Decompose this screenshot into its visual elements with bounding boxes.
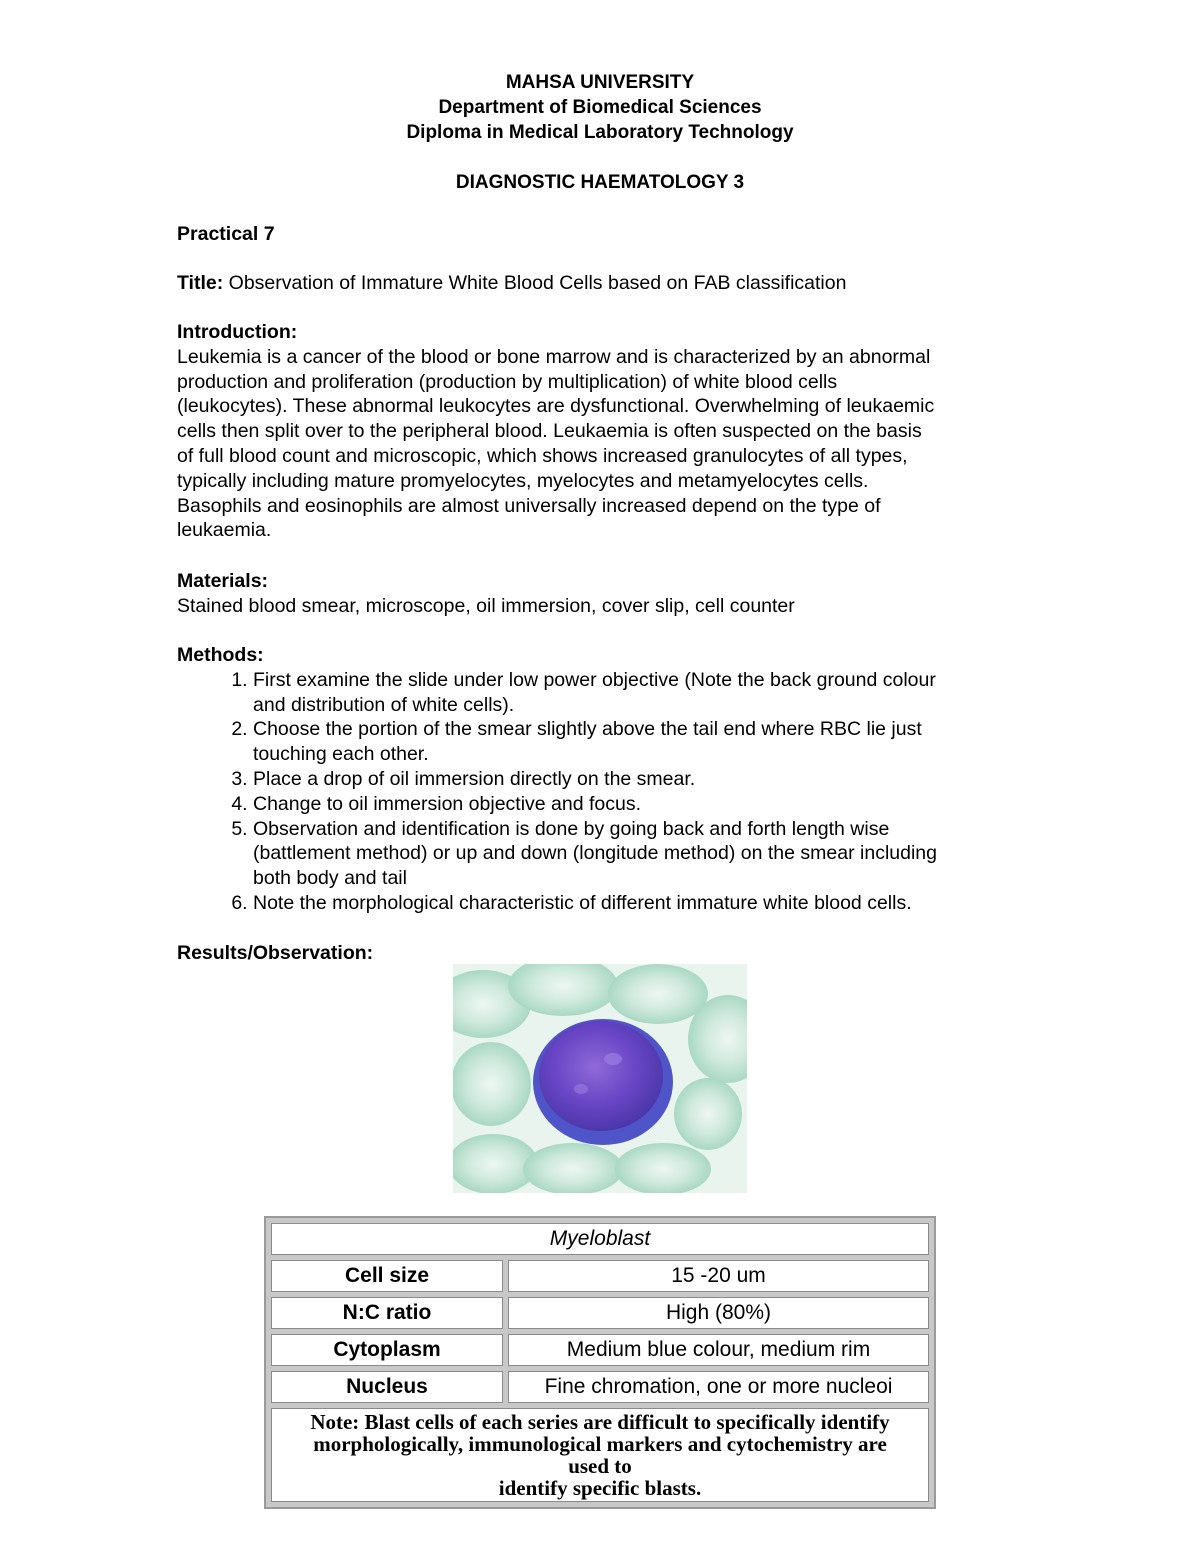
row-label: Cytoplasm [271,1334,503,1366]
row-value: Fine chromation, one or more nucleoi [508,1371,929,1403]
course-title: DIAGNOSTIC HAEMATOLOGY 3 [455,172,745,193]
introduction-line: typically including mature promyelocytes, myelocytes and metamyelocytes cells. [177,469,869,492]
table-note-row [271,1408,929,1502]
introduction-line: production and proliferation (production by multiplication) of white blood cells [177,370,838,393]
note-line: Note: Blast cells of each series are difficult to specifically identify [310,1410,890,1434]
university-name: MAHSA UNIVERSITY [505,72,695,93]
table-row [271,1260,929,1292]
table-row [271,1297,929,1329]
table-title-row [271,1223,929,1255]
introduction-heading: Introduction: [177,321,298,343]
introduction-line: Basophils and eosinophils are almost universally increased depend on the type of [177,494,881,517]
table-row [271,1371,929,1403]
row-value: Medium blue colour, medium rim [508,1334,929,1366]
method-step-line: 3. Place a drop of oil immersion directly on the smear. [253,767,696,790]
method-step [253,767,1037,792]
method-step-line: 1. First examine the slide under low power objective (Note the back ground colour [253,668,936,691]
myeloblast-micrograph [453,964,747,1193]
methods-section [177,643,1037,916]
introduction-section [177,320,1037,543]
method-step [253,717,1037,767]
method-step-line: 2. Choose the portion of the smear slightly above the tail end where RBC lie just [253,718,922,741]
myeloblast-table [264,1216,936,1509]
method-step-line: touching each other. [253,743,429,766]
method-step-line: 5. Observation and identification is done by going back and forth length wise [253,817,890,840]
method-step-line: and distribution of white cells). [253,693,515,716]
methods-list [177,668,1037,916]
method-step-line: (battlement method) or up and down (longitude method) on the smear including [253,842,937,865]
row-value: High (80%) [508,1297,929,1329]
note-line: identify specific blasts. [498,1476,702,1500]
introduction-line: (leukocytes). These abnormal leukocytes are dysfunctional. Overwhelming of leukaemic [177,395,935,418]
materials-text: Stained blood smear, microscope, oil immersion, cover slip, cell counter [177,594,795,617]
method-step-line: 4. Change to oil immersion objective and focus. [253,792,642,815]
method-step-line: both body and tail [253,867,407,890]
row-label: Cell size [271,1260,503,1292]
programme-name: Diploma in Medical Laboratory Technology [406,122,794,143]
method-step-line: 6. Note the morphological characteristic of different immature white blood cells. [253,891,912,914]
table-note [271,1408,929,1502]
methods-heading: Methods: [177,644,264,666]
practical-number: Practical 7 [177,223,275,245]
row-value: 15 -20 um [508,1260,929,1292]
introduction-line: cells then split over to the peripheral blood. Leukaemia is often suspected on the basis [177,420,922,443]
method-step [253,668,1037,718]
title-text: Observation of Immature White Blood Cells based on FAB classification [223,272,847,294]
note-line: morphologically, immunological markers and cytochemistry are used to [313,1432,887,1478]
results-heading: Results/Observation: [177,942,374,964]
row-label: Nucleus [271,1371,503,1403]
row-label: N:C ratio [271,1297,503,1329]
method-step [253,817,1037,891]
materials-section [177,569,1037,619]
method-step [253,792,1037,817]
introduction-line: Leukemia is a cancer of the blood or bone marrow and is characterized by an abnormal [177,345,931,368]
introduction-line: leukaemia. [177,519,272,542]
title-line [177,271,1037,296]
introduction-line: of full blood count and microscopic, which shows increased granulocytes of all types, [177,444,908,467]
title-label: Title: [177,272,224,294]
table-row [271,1334,929,1366]
materials-heading: Materials: [177,570,269,592]
department-name: Department of Biomedical Sciences [438,97,762,118]
table-title: Myeloblast [271,1223,929,1255]
method-step [253,891,1037,916]
